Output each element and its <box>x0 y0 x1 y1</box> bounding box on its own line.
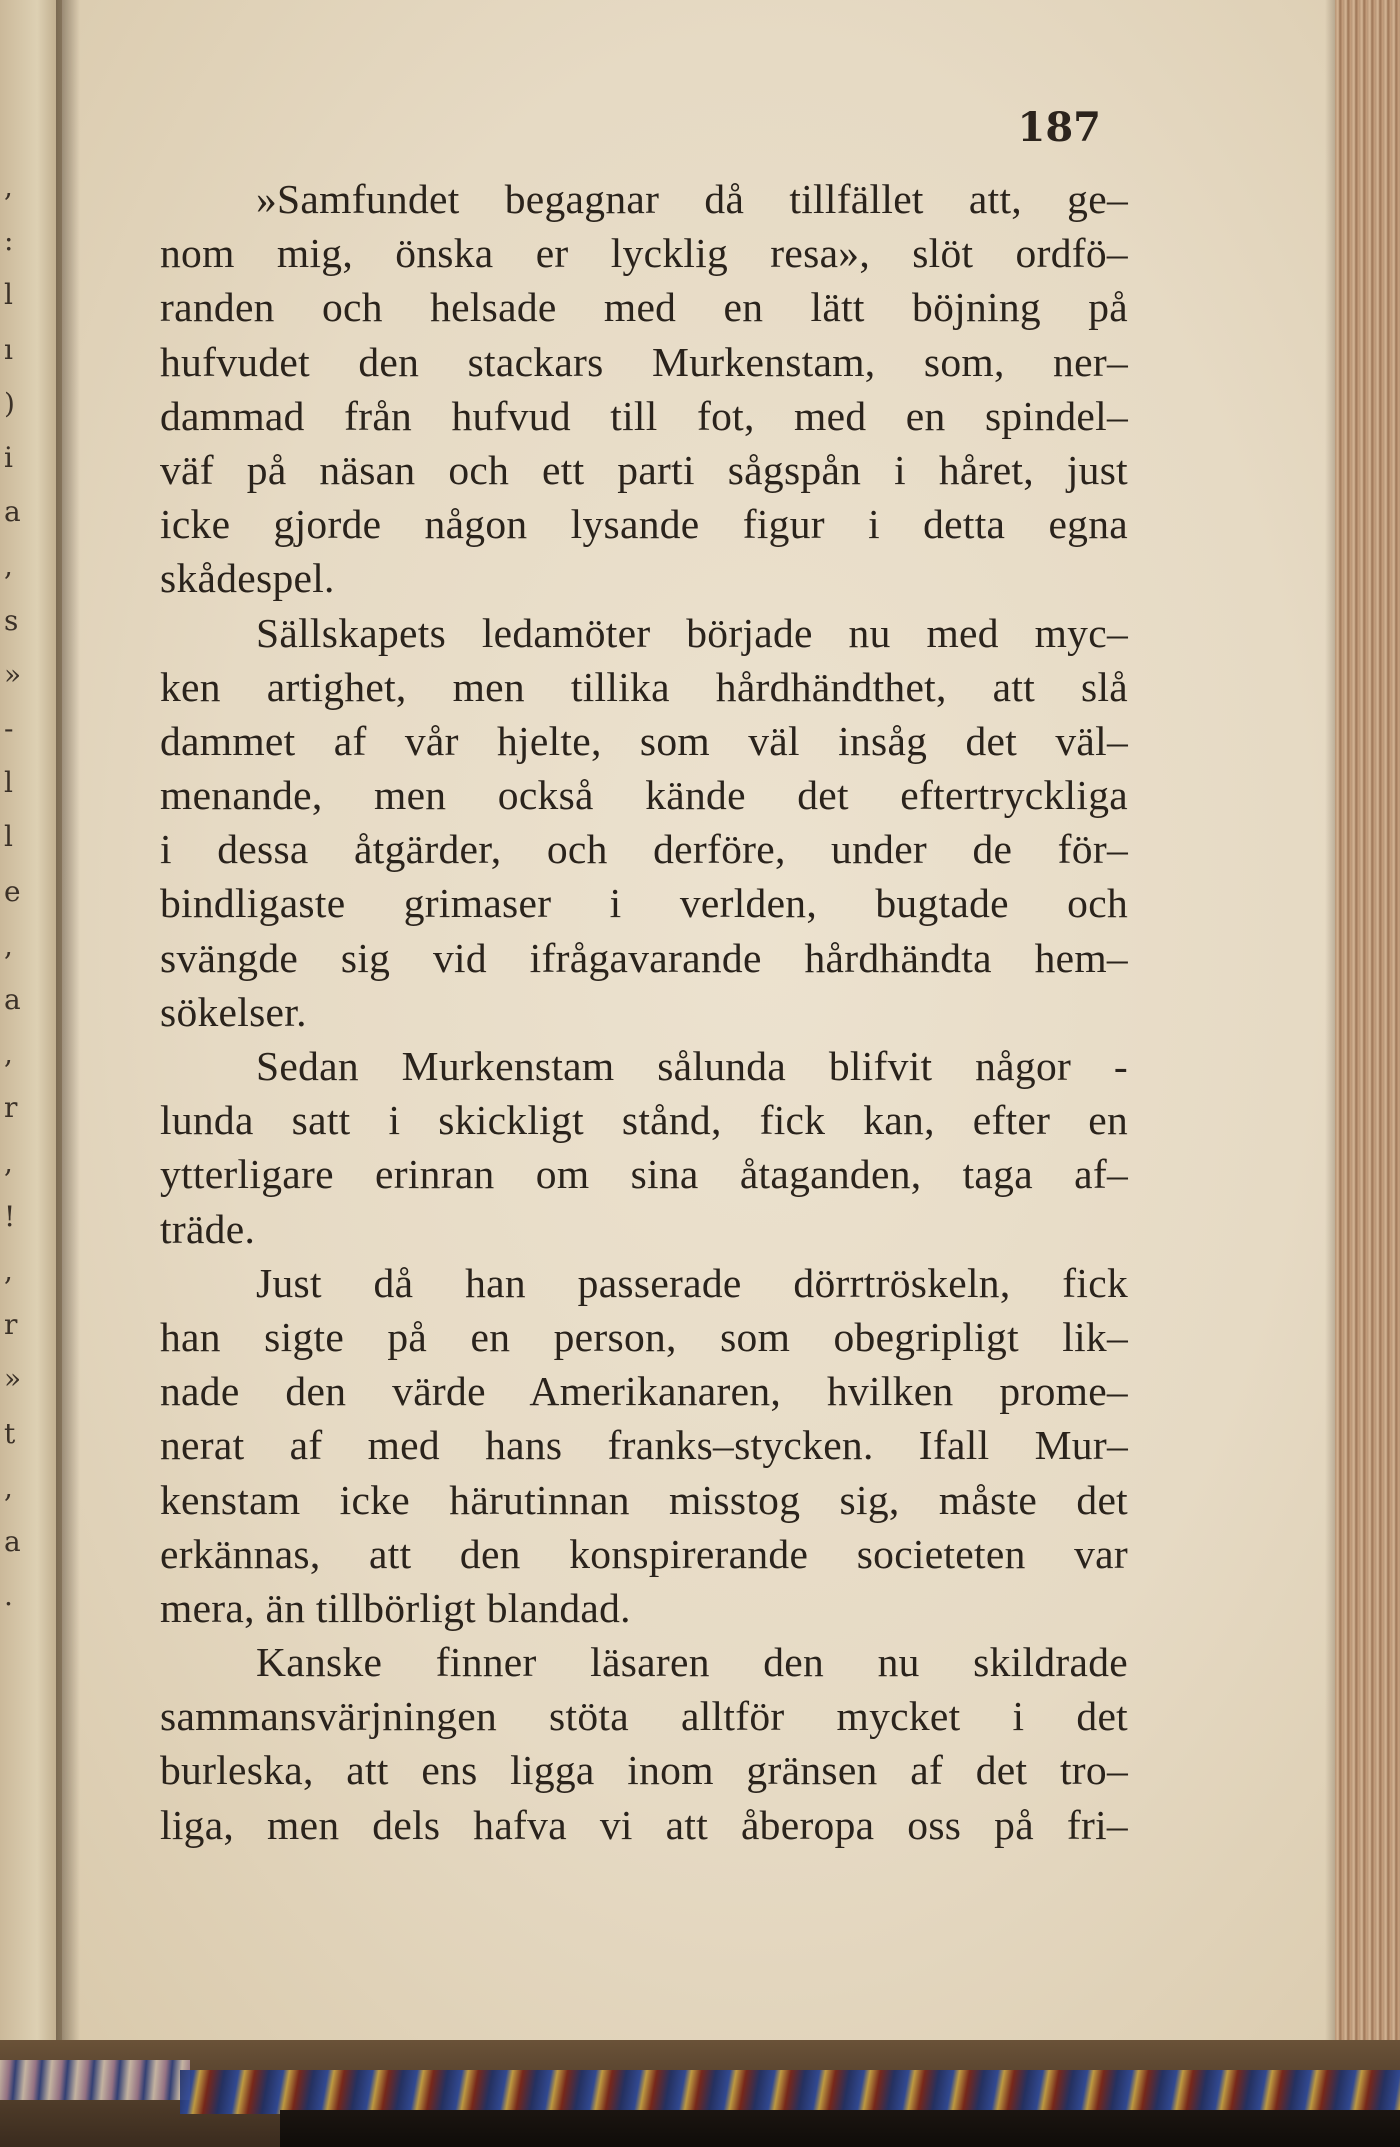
text-line: lunda satt i skickligt stånd, fick kan, efter en <box>160 1097 1128 1144</box>
facing-page-glyph: a <box>4 983 21 1016</box>
facing-page-glyph: , <box>4 1037 13 1071</box>
facing-page-glyph: , <box>4 1145 13 1179</box>
marbled-cover-edge <box>180 2070 1400 2114</box>
facing-page-glyph: , <box>4 1470 13 1504</box>
facing-page-glyph: » <box>4 657 22 691</box>
text-line: Kanske finner läsaren den nu skildrade <box>256 1639 1128 1686</box>
facing-page-glyph: ) <box>4 386 15 420</box>
text-line: Sällskapets ledamöter började nu med myc– <box>256 609 1128 656</box>
text-line: icke gjorde någon lysande figur i detta egna <box>160 501 1128 548</box>
facing-page-glyph: t <box>4 1416 16 1450</box>
text-line: burleska, att ens ligga inom gränsen af det tro– <box>160 1747 1128 1794</box>
text-line: dammet af vår hjelte, som väl insåg det väl– <box>160 717 1128 764</box>
text-line: mera, än tillbörligt blandad. <box>160 1584 631 1631</box>
facing-page-glyph: , <box>4 170 13 203</box>
text-line: ken artighet, men tillika hårdhändthet, att slå <box>160 663 1128 710</box>
text-line: träde. <box>160 1205 256 1252</box>
facing-page-glyph: : <box>4 224 14 258</box>
facing-page-glyph: r <box>4 1308 18 1342</box>
facing-page-glyph: a <box>4 1525 21 1558</box>
facing-page-glyph: ! <box>4 1199 16 1233</box>
facing-page-glyph: - <box>4 712 14 745</box>
facing-page-glyph: , <box>4 928 13 962</box>
text-line: nade den värde Amerikanaren, hvilken prome– <box>160 1368 1128 1415</box>
facing-page-glyph: i <box>4 441 13 474</box>
gutter-shadow <box>56 0 80 2147</box>
text-line: erkännas, att den konspirerande societeten var <box>160 1530 1128 1577</box>
text-line: sökelser. <box>160 988 307 1035</box>
text-line: kenstam icke härutinnan misstog sig, måste det <box>160 1476 1128 1523</box>
facing-page-glyph: l <box>4 278 13 312</box>
facing-page-glyph: . <box>4 1579 13 1613</box>
text-line: liga, men dels hafva vi att åberopa oss på fri– <box>160 1801 1128 1848</box>
facing-page-glyph: l <box>4 766 13 800</box>
text-line: dammad från hufvud till fot, med en spindel– <box>160 392 1128 439</box>
page-number: 187 <box>1017 104 1101 151</box>
text-line: randen och helsade med en lätt böjning på <box>160 284 1128 331</box>
page-stack-edges <box>1335 0 1400 2100</box>
facing-page-glyph: a <box>4 495 21 529</box>
facing-page-glyph: » <box>4 1362 22 1396</box>
facing-page-glyph: , <box>4 1254 13 1287</box>
facing-page-glyph: ı <box>4 332 13 366</box>
facing-page-glyph: l <box>4 820 13 854</box>
text-line: menande, men också kände det eftertryckliga <box>160 772 1128 819</box>
facing-page-glyph: r <box>4 1091 18 1125</box>
text-line: hufvudet den stackars Murkenstam, som, ner– <box>160 338 1128 385</box>
text-line: nom mig, önska er lycklig resa», slöt ordfö– <box>160 230 1128 277</box>
text-line: skådespel. <box>160 555 335 602</box>
facing-page-glyph: s <box>4 603 19 637</box>
binding-shadow <box>280 2110 1400 2147</box>
marbled-endpaper-left <box>0 2060 190 2100</box>
text-line: i dessa åtgärder, och derföre, under de för– <box>160 826 1128 873</box>
text-line: han sigte på en person, som obegripligt lik– <box>160 1313 1128 1360</box>
facing-page-glyph: , <box>4 549 13 583</box>
facing-page-glyph: e <box>4 874 21 908</box>
text-line: ytterligare erinran om sina åtaganden, taga af– <box>160 1151 1128 1198</box>
page-body-text <box>160 172 1128 1852</box>
text-line: »Samfundet begagnar då tillfället att, ge– <box>256 176 1128 222</box>
text-line: nerat af med hans franks–stycken. Ifall Mur– <box>160 1422 1128 1469</box>
text-line: svängde sig vid ifrågavarande hårdhändta hem– <box>160 934 1128 981</box>
text-line: sammansvärjningen stöta alltför mycket i det <box>160 1693 1128 1740</box>
text-line: bindligaste grimaser i verlden, bugtade och <box>160 880 1128 927</box>
text-line: väf på näsan och ett parti sågspån i håret, just <box>160 446 1128 493</box>
text-line: Just då han passerade dörrtröskeln, fick <box>256 1259 1128 1306</box>
text-line: Sedan Murkenstam sålunda blifvit någor - <box>256 1043 1128 1089</box>
facing-page-edge <box>0 0 62 2147</box>
